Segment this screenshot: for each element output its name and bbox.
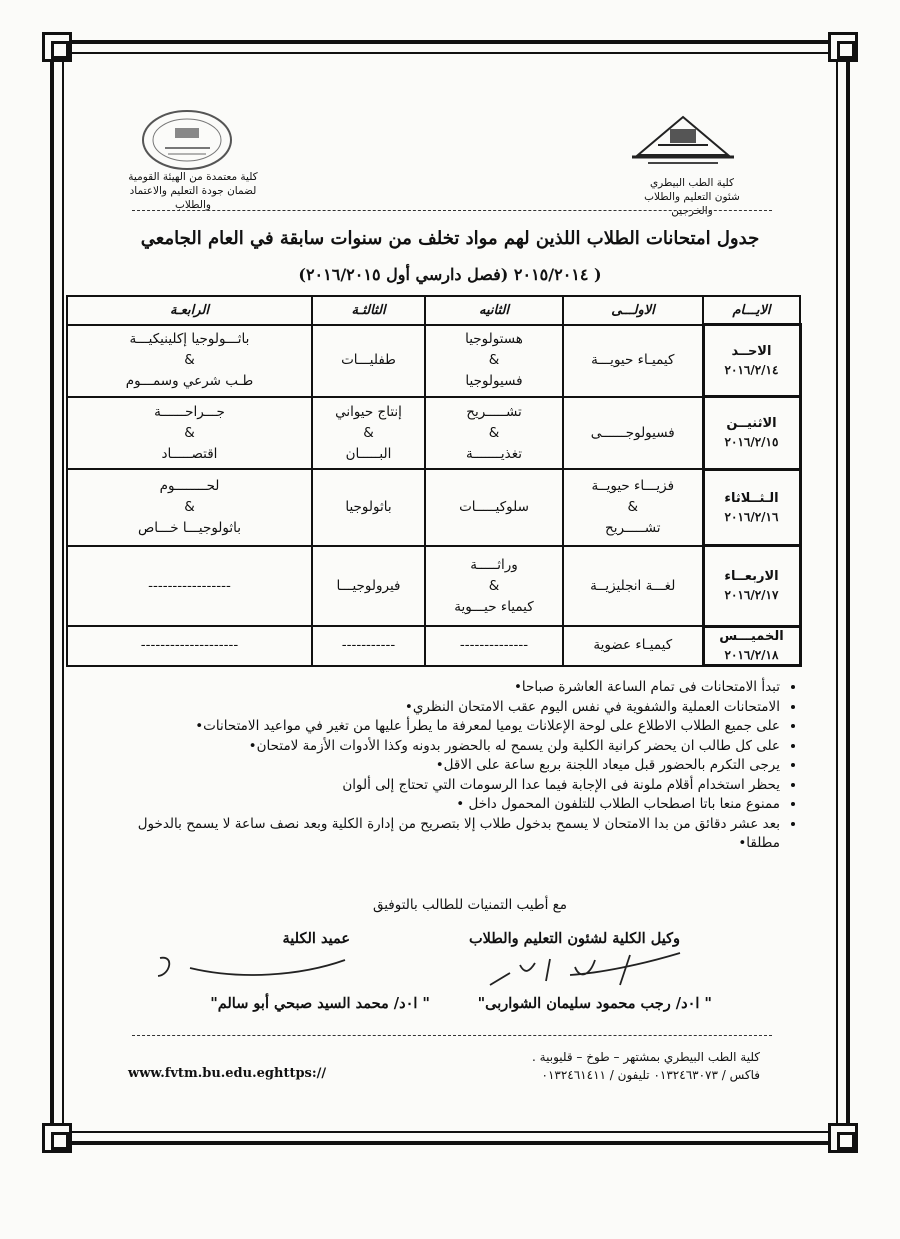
- dean-title: عميد الكلية: [282, 930, 350, 947]
- table-header-cell: الايـــام: [703, 296, 800, 325]
- subject-cell: [563, 325, 703, 397]
- table-row: [67, 325, 800, 397]
- subject-cell: [67, 546, 312, 626]
- subject-line: وراثـــــة: [470, 556, 518, 573]
- dean-signature: [150, 950, 350, 985]
- list-item: • على كل طالب ان يحضر كرانية الكلية ولن يسمح له بالحضور بدونه وكذا الأدوات الأزمة لامتحان•: [100, 737, 780, 757]
- subject-line: كيمياء حيـــوية: [454, 598, 534, 615]
- table-header-cell: الاولـــى: [563, 296, 703, 325]
- footer-phone-fax: فاكس / ٠١٣٢٤٦٣٠٧٣ تليفون / ٠١٣٢٤٦١٤١١: [541, 1068, 760, 1082]
- dean-name: " ا٠د/ محمد السيد صبحي أبو سالم": [210, 995, 430, 1012]
- table-header-cell: الرابعـة: [67, 296, 312, 325]
- border-corner-ornament: [828, 32, 858, 62]
- subject-cell: [563, 469, 703, 545]
- subject-line: --------------: [459, 637, 529, 654]
- subject-line: &: [363, 424, 374, 441]
- subject-cell: [312, 546, 425, 626]
- subject-line: إنتاج حيواني: [335, 403, 402, 420]
- subject-line: باثـــولوجيا إكلينيكيـــة: [129, 331, 250, 348]
- footer-website-link[interactable]: www.fvtm.bu.edu.eghttps://: [128, 1066, 327, 1081]
- day-date: ٢٠١٦/٢/١٦: [724, 509, 779, 524]
- page-subtitle: ( ٢٠١٥/٢٠١٤ (فصل دارسي أول ٢٠١٦/٢٠١٥): [298, 265, 602, 284]
- header-right-text: كلية الطب البيطري شئون التعليم والطلاب والخرجين: [644, 177, 740, 217]
- subject-line: &: [184, 499, 195, 516]
- subject-line: -----------: [341, 637, 396, 654]
- subject-cell: [425, 626, 563, 665]
- table-row: [67, 626, 800, 665]
- subject-line: طـب شرعي وسمـــوم: [125, 373, 254, 390]
- day-cell: [703, 325, 800, 397]
- subject-cell: [563, 626, 703, 665]
- exam-schedule-table: [66, 295, 802, 667]
- list-item: • على جميع الطلاب الاطلاع على لوحة الإعلانات يوميا لمعرفة ما يطرأ عليها من تغير في مواعيد الامتحانات•: [100, 717, 780, 737]
- day-cell: [703, 626, 800, 665]
- table-header-cell: الثانيه: [425, 296, 563, 325]
- subject-line: &: [184, 352, 195, 369]
- day-name: الخميـــس: [719, 628, 784, 644]
- vice-dean-signature: [480, 945, 690, 995]
- subject-cell: [312, 325, 425, 397]
- list-item: • ممنوع منعا باتا اصطحاب الطلاب للتلفون المحمول داخل •: [100, 795, 780, 815]
- subject-cell: [67, 626, 312, 665]
- vice-dean-title: وكيل الكلية لشئون التعليم والطلاب: [468, 930, 680, 947]
- subject-line: البـــــان: [345, 445, 392, 462]
- accreditation-seal-logo: [140, 108, 235, 173]
- list-item: • بعد عشر دقائق من بدا الامتحان لا يسمح بدخول طلاب إلا بتصريح من إدارة الكلية وبعد نصف ساعة لا يسمح بالدخول مطلقا•: [100, 815, 780, 854]
- subject-line: &: [488, 577, 500, 594]
- border-corner-ornament: [828, 1123, 858, 1153]
- border-corner-ornament: [42, 32, 72, 62]
- table-header-cell: الثالثـة: [312, 296, 425, 325]
- vice-dean-name: " ا٠د/ رجب محمود سليمان الشواربى": [477, 995, 712, 1012]
- day-name: الاثنيــن: [726, 416, 777, 432]
- subject-line: تشـــــريح: [605, 520, 661, 537]
- day-name: الـثــلاثاء: [724, 490, 779, 506]
- subject-line: --------------------: [140, 637, 239, 654]
- footer-address: كلية الطب البيطري بمشتهر – طوخ – قليوبية .: [532, 1050, 760, 1064]
- subject-line: اقتصـــــاد: [161, 445, 218, 462]
- subject-line: باثولوجيـــا خـــاص: [137, 520, 242, 537]
- subject-line: فزيـــاء حيويــة: [591, 478, 675, 495]
- closing-wishes: مع أطيب التمنيات للطالب بالتوفيق: [372, 897, 568, 913]
- subject-cell: [67, 325, 312, 397]
- day-date: ٢٠١٦/٢/١٧: [724, 588, 779, 603]
- subject-line: كيميـاء عضوية: [593, 637, 673, 654]
- subject-line: &: [488, 424, 500, 441]
- subject-cell: [425, 325, 563, 397]
- list-item: • يرجى التكرم بالحضور قبل ميعاد اللجنة بربع ساعة على الاقل•: [100, 756, 780, 776]
- page-title: جدول امتحانات الطلاب اللذين لهم مواد تخلف من سنوات سابقة في العام الجامعي: [140, 228, 760, 249]
- subject-line: لحــــــــوم: [159, 478, 220, 495]
- subject-cell: [425, 546, 563, 626]
- subject-line: طفليـــات: [341, 352, 396, 369]
- day-date: ٢٠١٦/٢/١٨: [724, 647, 779, 662]
- subject-cell: [563, 397, 703, 469]
- subject-line: &: [184, 424, 195, 441]
- subject-line: فسيولوجيا: [465, 373, 523, 390]
- subject-cell: [312, 397, 425, 469]
- table-row: [67, 469, 800, 545]
- subject-line: -----------------: [148, 577, 231, 594]
- header-left-text: كلية معتمدة من الهيئة القومية لضمان جودة التعليم والاعتماد والطلاب: [128, 171, 258, 211]
- subject-line: فسيولوجــــــى: [590, 424, 675, 441]
- list-item: • يحظر استخدام أقلام ملونة فى الإجابة فيما عدا الرسومات التي تحتاج إلى ألوان: [100, 776, 780, 796]
- header-divider: [132, 210, 772, 211]
- subject-line: تشـــــريح: [466, 403, 522, 420]
- day-name: الاحــد: [731, 343, 772, 359]
- subject-line: &: [627, 499, 639, 516]
- subject-cell: [67, 469, 312, 545]
- subject-line: &: [488, 352, 500, 369]
- day-cell: [703, 546, 800, 626]
- table-row: [67, 546, 800, 626]
- list-item: • الامتحانات العملية والشفوية في نفس اليوم عقب الامتحان النظري•: [100, 698, 780, 718]
- subject-cell: [425, 397, 563, 469]
- university-logo: [628, 115, 738, 167]
- day-cell: [703, 469, 800, 545]
- subject-line: فيرولوجيـــا: [336, 577, 401, 594]
- day-date: ٢٠١٦/٢/١٤: [724, 362, 779, 377]
- subject-line: لغـــة انجليزيــة: [590, 577, 676, 594]
- day-name: الاربعــاء: [724, 569, 779, 585]
- border-corner-ornament: [42, 1123, 72, 1153]
- subject-cell: [67, 397, 312, 469]
- list-item: • تبدأ الامتحانات فى تمام الساعة العاشرة صباحا•: [100, 678, 780, 698]
- subject-line: تغذيـــــــة: [465, 445, 523, 462]
- subject-cell: [425, 469, 563, 545]
- day-cell: [703, 397, 800, 469]
- exam-instructions-list: [100, 678, 798, 854]
- subject-line: جـــراحــــــة: [154, 403, 225, 420]
- day-date: ٢٠١٦/٢/١٥: [724, 435, 779, 450]
- footer-divider: [132, 1035, 772, 1036]
- table-row: [67, 397, 800, 469]
- subject-line: سلوكيـــــات: [459, 499, 529, 516]
- subject-line: كيميـاء حيويـــة: [591, 352, 675, 369]
- subject-line: باثولوجيا: [345, 499, 392, 516]
- table-header-row: [67, 296, 800, 325]
- subject-cell: [563, 546, 703, 626]
- subject-line: هستولوجيا: [465, 331, 523, 348]
- subject-cell: [312, 626, 425, 665]
- subject-cell: [312, 469, 425, 545]
